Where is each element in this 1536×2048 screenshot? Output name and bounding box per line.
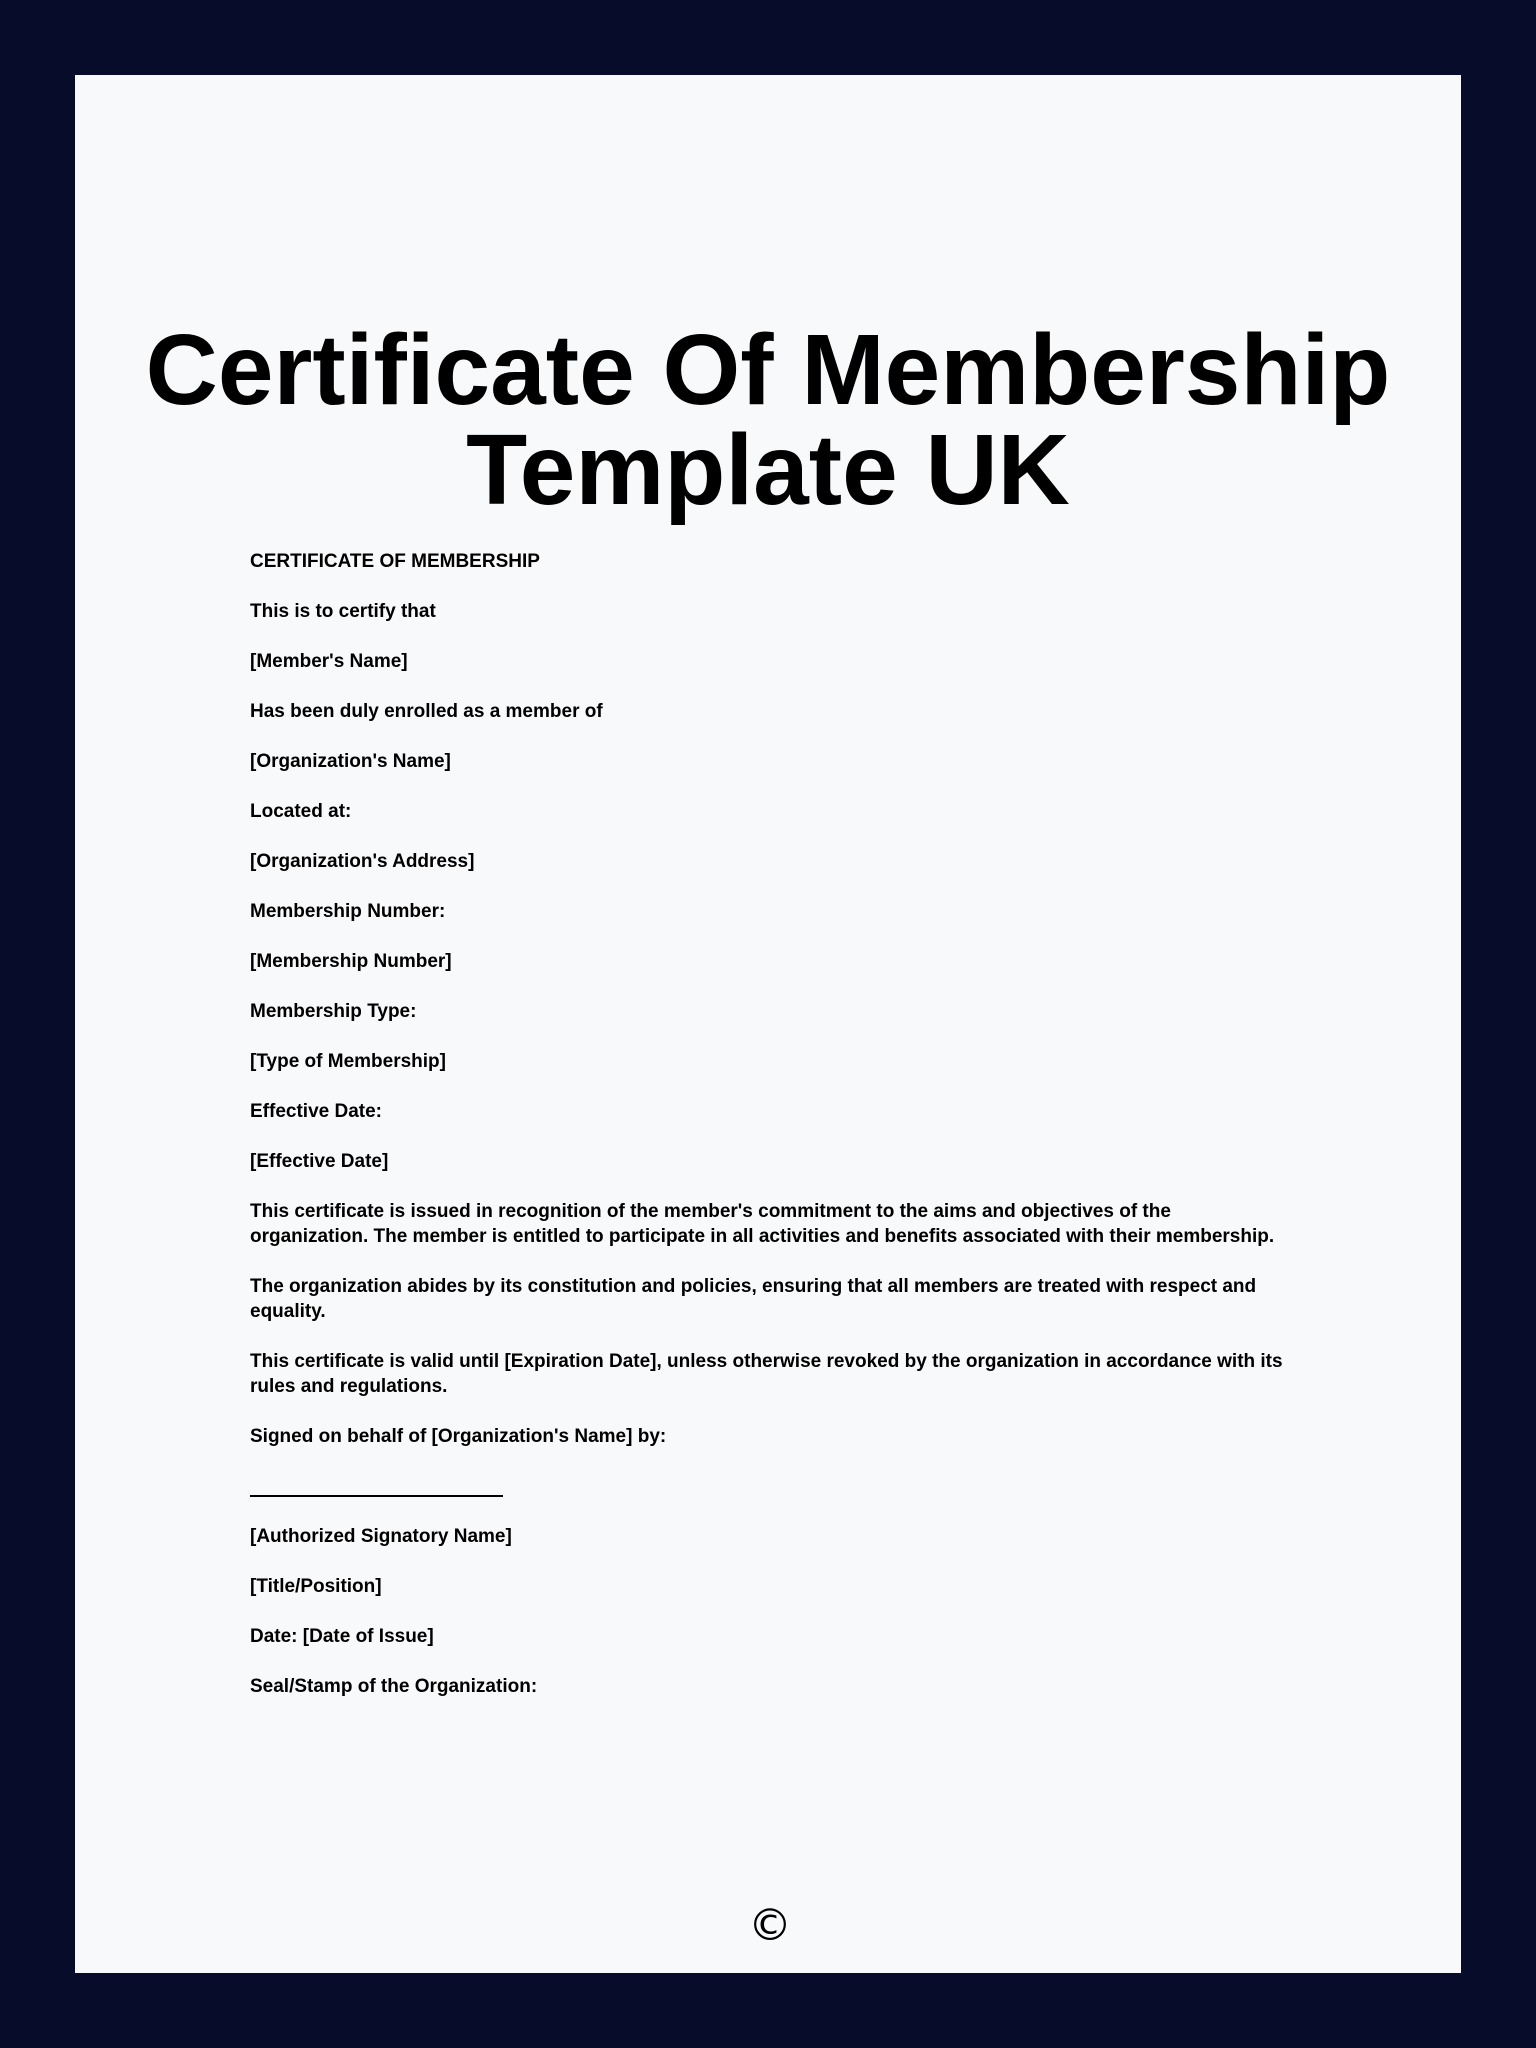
located-label: Located at: <box>250 801 352 822</box>
signed-on-behalf: Signed on behalf of [Organization's Name] by: <box>250 1426 667 1447</box>
seal-label: Seal/Stamp of the Organization: <box>250 1676 538 1697</box>
certificate-page <box>75 75 1461 1973</box>
certificate-body <box>250 549 1360 1724</box>
recognition-paragraph: This certificate is issued in recognition of the member's commitment to the aims and objectives of the organization. The member is entitled to participate in all activities and benefits associated with their membership. <box>250 1201 1275 1247</box>
certificate-heading: CERTIFICATE OF MEMBERSHIP <box>250 551 540 572</box>
effective-date-label: Effective Date: <box>250 1101 382 1122</box>
title-line-1: Certificate Of Membership <box>145 314 1391 426</box>
certify-intro: This is to certify that <box>250 601 436 622</box>
validity-paragraph: This certificate is valid until [Expiration Date], unless otherwise revoked by the organization in accordance with its rules and regulations. <box>250 1351 1283 1397</box>
enrolled-text: Has been duly enrolled as a member of <box>250 701 603 722</box>
member-name-placeholder: [Member's Name] <box>250 651 408 672</box>
membership-type-placeholder: [Type of Membership] <box>250 1051 446 1072</box>
page-title <box>75 314 1461 526</box>
copyright-icon: © <box>748 1900 792 1951</box>
effective-date-placeholder: [Effective Date] <box>250 1151 389 1172</box>
signature-line <box>250 1474 1360 1499</box>
date-of-issue: Date: [Date of Issue] <box>250 1626 434 1647</box>
signatory-title-placeholder: [Title/Position] <box>250 1576 382 1597</box>
membership-type-label: Membership Type: <box>250 1001 417 1022</box>
membership-number-placeholder: [Membership Number] <box>250 951 452 972</box>
organization-address-placeholder: [Organization's Address] <box>250 851 475 872</box>
signature-rule <box>250 1495 503 1497</box>
organization-name-placeholder: [Organization's Name] <box>250 751 451 772</box>
constitution-paragraph: The organization abides by its constitution and policies, ensuring that all members are treated with respect and equality. <box>250 1276 1257 1322</box>
title-line-2: Template UK <box>466 414 1070 526</box>
signatory-name-placeholder: [Authorized Signatory Name] <box>250 1526 512 1547</box>
membership-number-label: Membership Number: <box>250 901 446 922</box>
